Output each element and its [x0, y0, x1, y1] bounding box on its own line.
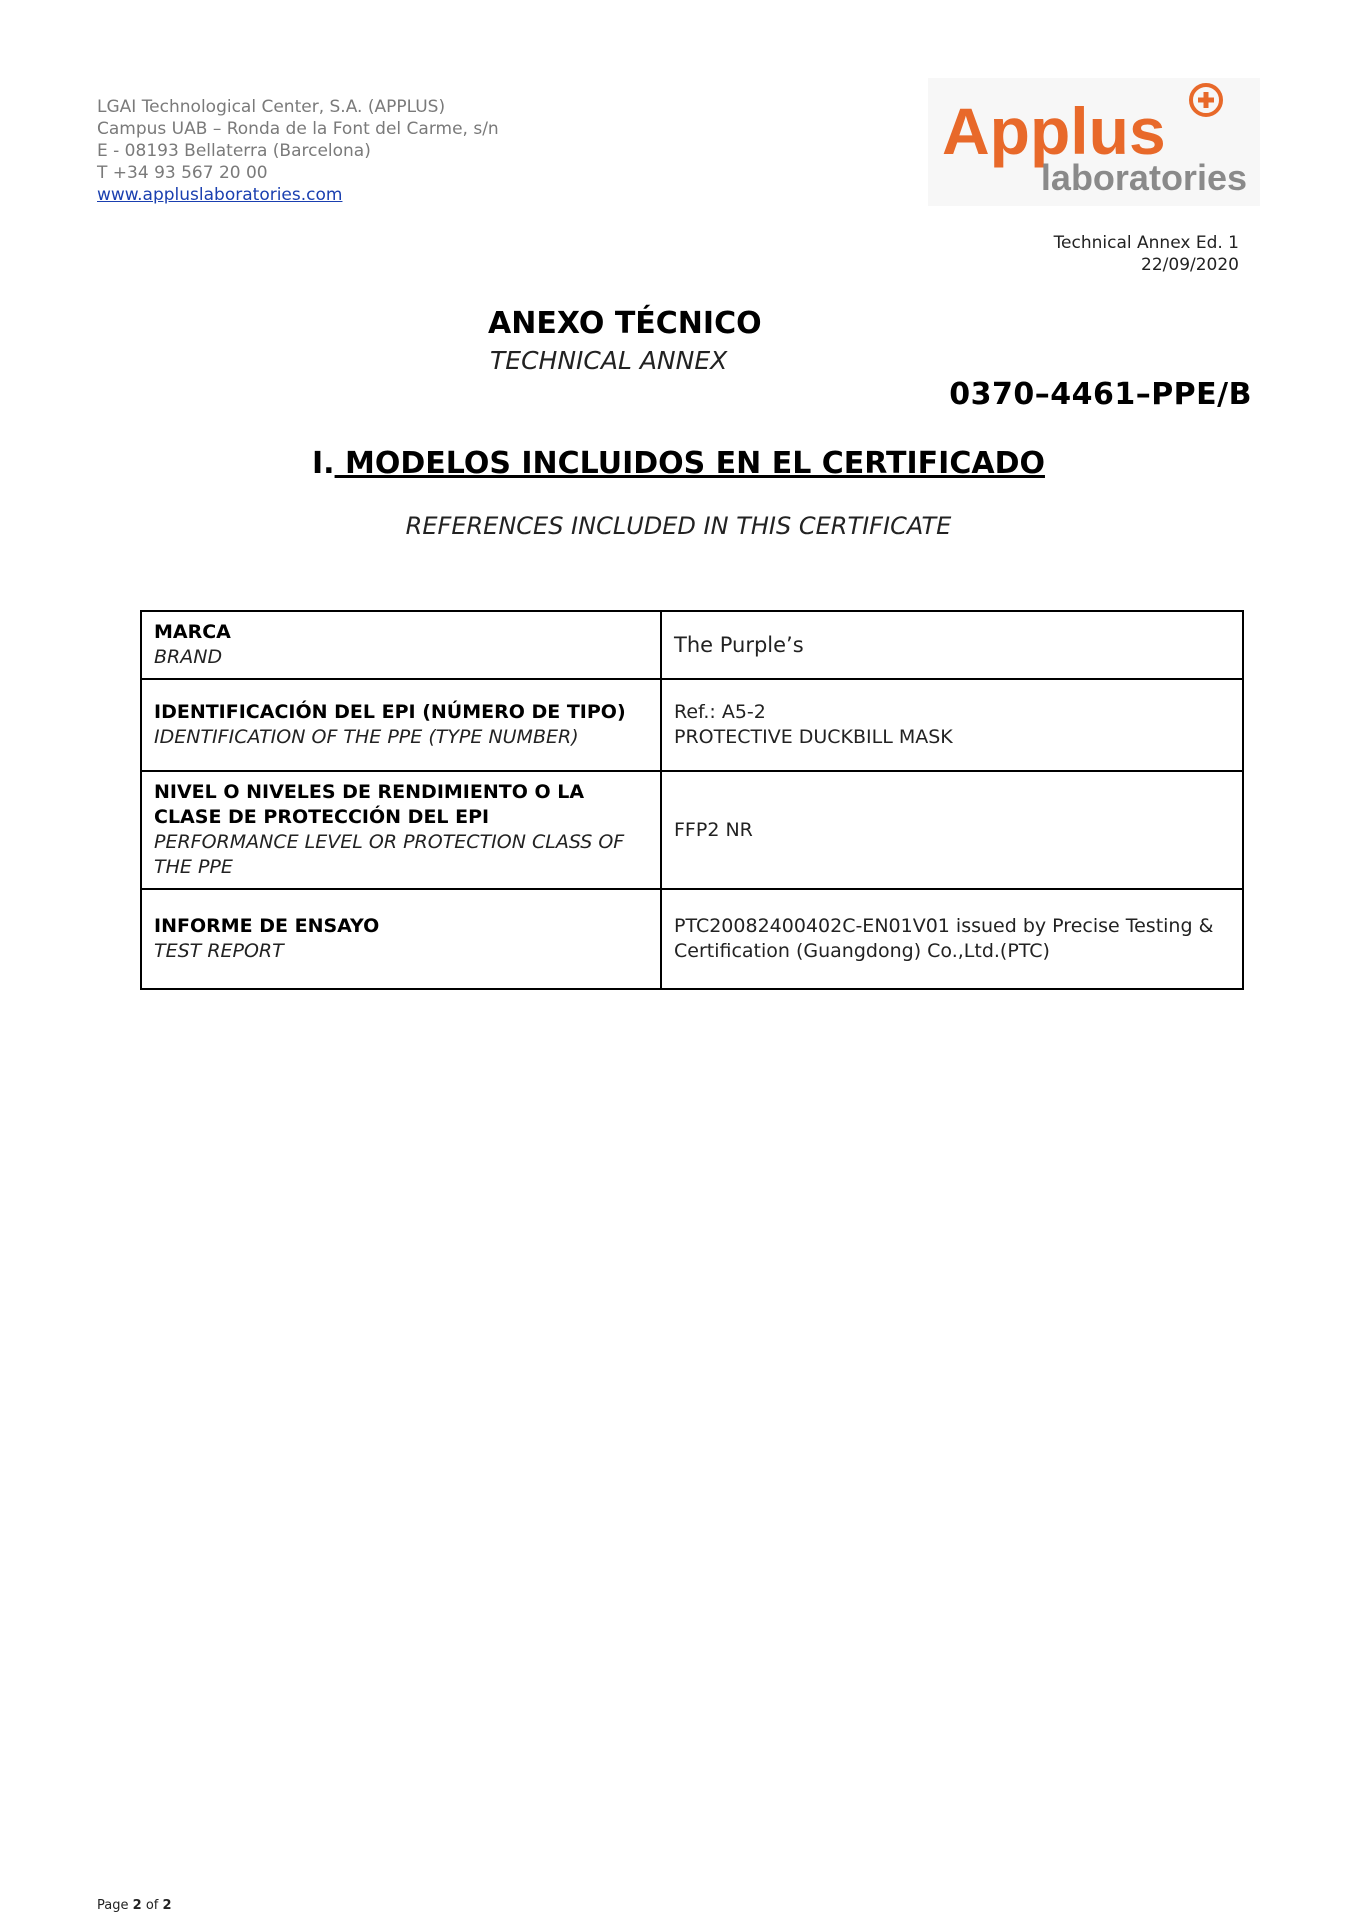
row-value-cell	[661, 771, 1243, 889]
section-title-text: MODELOS INCLUIDOS EN EL CERTIFICADO	[334, 446, 1045, 481]
address-line-street: Campus UAB – Ronda de la Font del Carme, s/n	[97, 119, 499, 139]
certificate-number: 0370–4461–PPE/B	[949, 377, 1252, 412]
row-value-cell	[661, 889, 1243, 989]
section-title	[0, 446, 1357, 481]
table-row-brand	[141, 611, 1243, 679]
row-label-cell	[141, 771, 661, 889]
logo-sub-text: laboratories	[1040, 157, 1247, 198]
label-en: PERFORMANCE LEVEL OR PROTECTION CLASS OF THE PPE	[154, 831, 625, 878]
website-link[interactable]: www.appluslaboratories.com	[97, 185, 343, 205]
row-label-cell	[141, 611, 661, 679]
value-line: Ref.: A5-2	[674, 701, 766, 723]
table-row-ppe-identification	[141, 679, 1243, 771]
annex-edition-block	[1054, 232, 1239, 276]
label-en: TEST REPORT	[154, 940, 284, 962]
title-anexo-tecnico: ANEXO TÉCNICO	[488, 306, 762, 341]
section-number: I.	[312, 446, 335, 481]
page-number	[97, 1898, 172, 1913]
of-word: of	[145, 1898, 159, 1913]
page-total: 2	[162, 1898, 172, 1913]
annex-date: 22/09/2020	[1141, 255, 1239, 275]
models-table	[140, 610, 1244, 990]
applus-logo	[928, 78, 1260, 206]
row-label-cell	[141, 679, 661, 771]
value-line: The Purple’s	[674, 632, 804, 657]
row-value-cell	[661, 611, 1243, 679]
logo-brand-text: Applus	[942, 94, 1166, 168]
address-line-company: LGAI Technological Center, S.A. (APPLUS)	[97, 97, 446, 117]
table-row-performance-level	[141, 771, 1243, 889]
address-line-phone: T +34 93 567 20 00	[97, 163, 268, 183]
value-line: PTC20082400402C-EN01V01 issued by Precise Testing & Certification (Guangdong) Co.,Ltd.(PTC)	[674, 915, 1214, 962]
label-en: BRAND	[154, 646, 223, 668]
value-line: FFP2 NR	[674, 818, 753, 841]
label-es: MARCA	[154, 621, 231, 643]
table-row-test-report	[141, 889, 1243, 989]
row-label-cell	[141, 889, 661, 989]
section-subtitle: REFERENCES INCLUDED IN THIS CERTIFICATE	[405, 512, 952, 540]
plus-circle-icon	[1191, 85, 1221, 115]
address-line-city: E - 08193 Bellaterra (Barcelona)	[97, 141, 371, 161]
issuer-address	[97, 96, 499, 206]
label-en: IDENTIFICATION OF THE PPE (TYPE NUMBER)	[154, 726, 579, 748]
applus-logo-graphic	[928, 78, 1260, 206]
page-current: 2	[132, 1898, 142, 1913]
annex-edition: Technical Annex Ed. 1	[1053, 233, 1239, 253]
title-technical-annex: TECHNICAL ANNEX	[490, 346, 728, 375]
value-line: PROTECTIVE DUCKBILL MASK	[674, 726, 953, 748]
page-word: Page	[97, 1898, 129, 1913]
label-es: NIVEL O NIVELES DE RENDIMIENTO O LA CLASE DE PROTECCIÓN DEL EPI	[154, 781, 585, 828]
row-value-cell	[661, 679, 1243, 771]
label-es: IDENTIFICACIÓN DEL EPI (NÚMERO DE TIPO)	[154, 701, 626, 723]
label-es: INFORME DE ENSAYO	[154, 915, 380, 937]
